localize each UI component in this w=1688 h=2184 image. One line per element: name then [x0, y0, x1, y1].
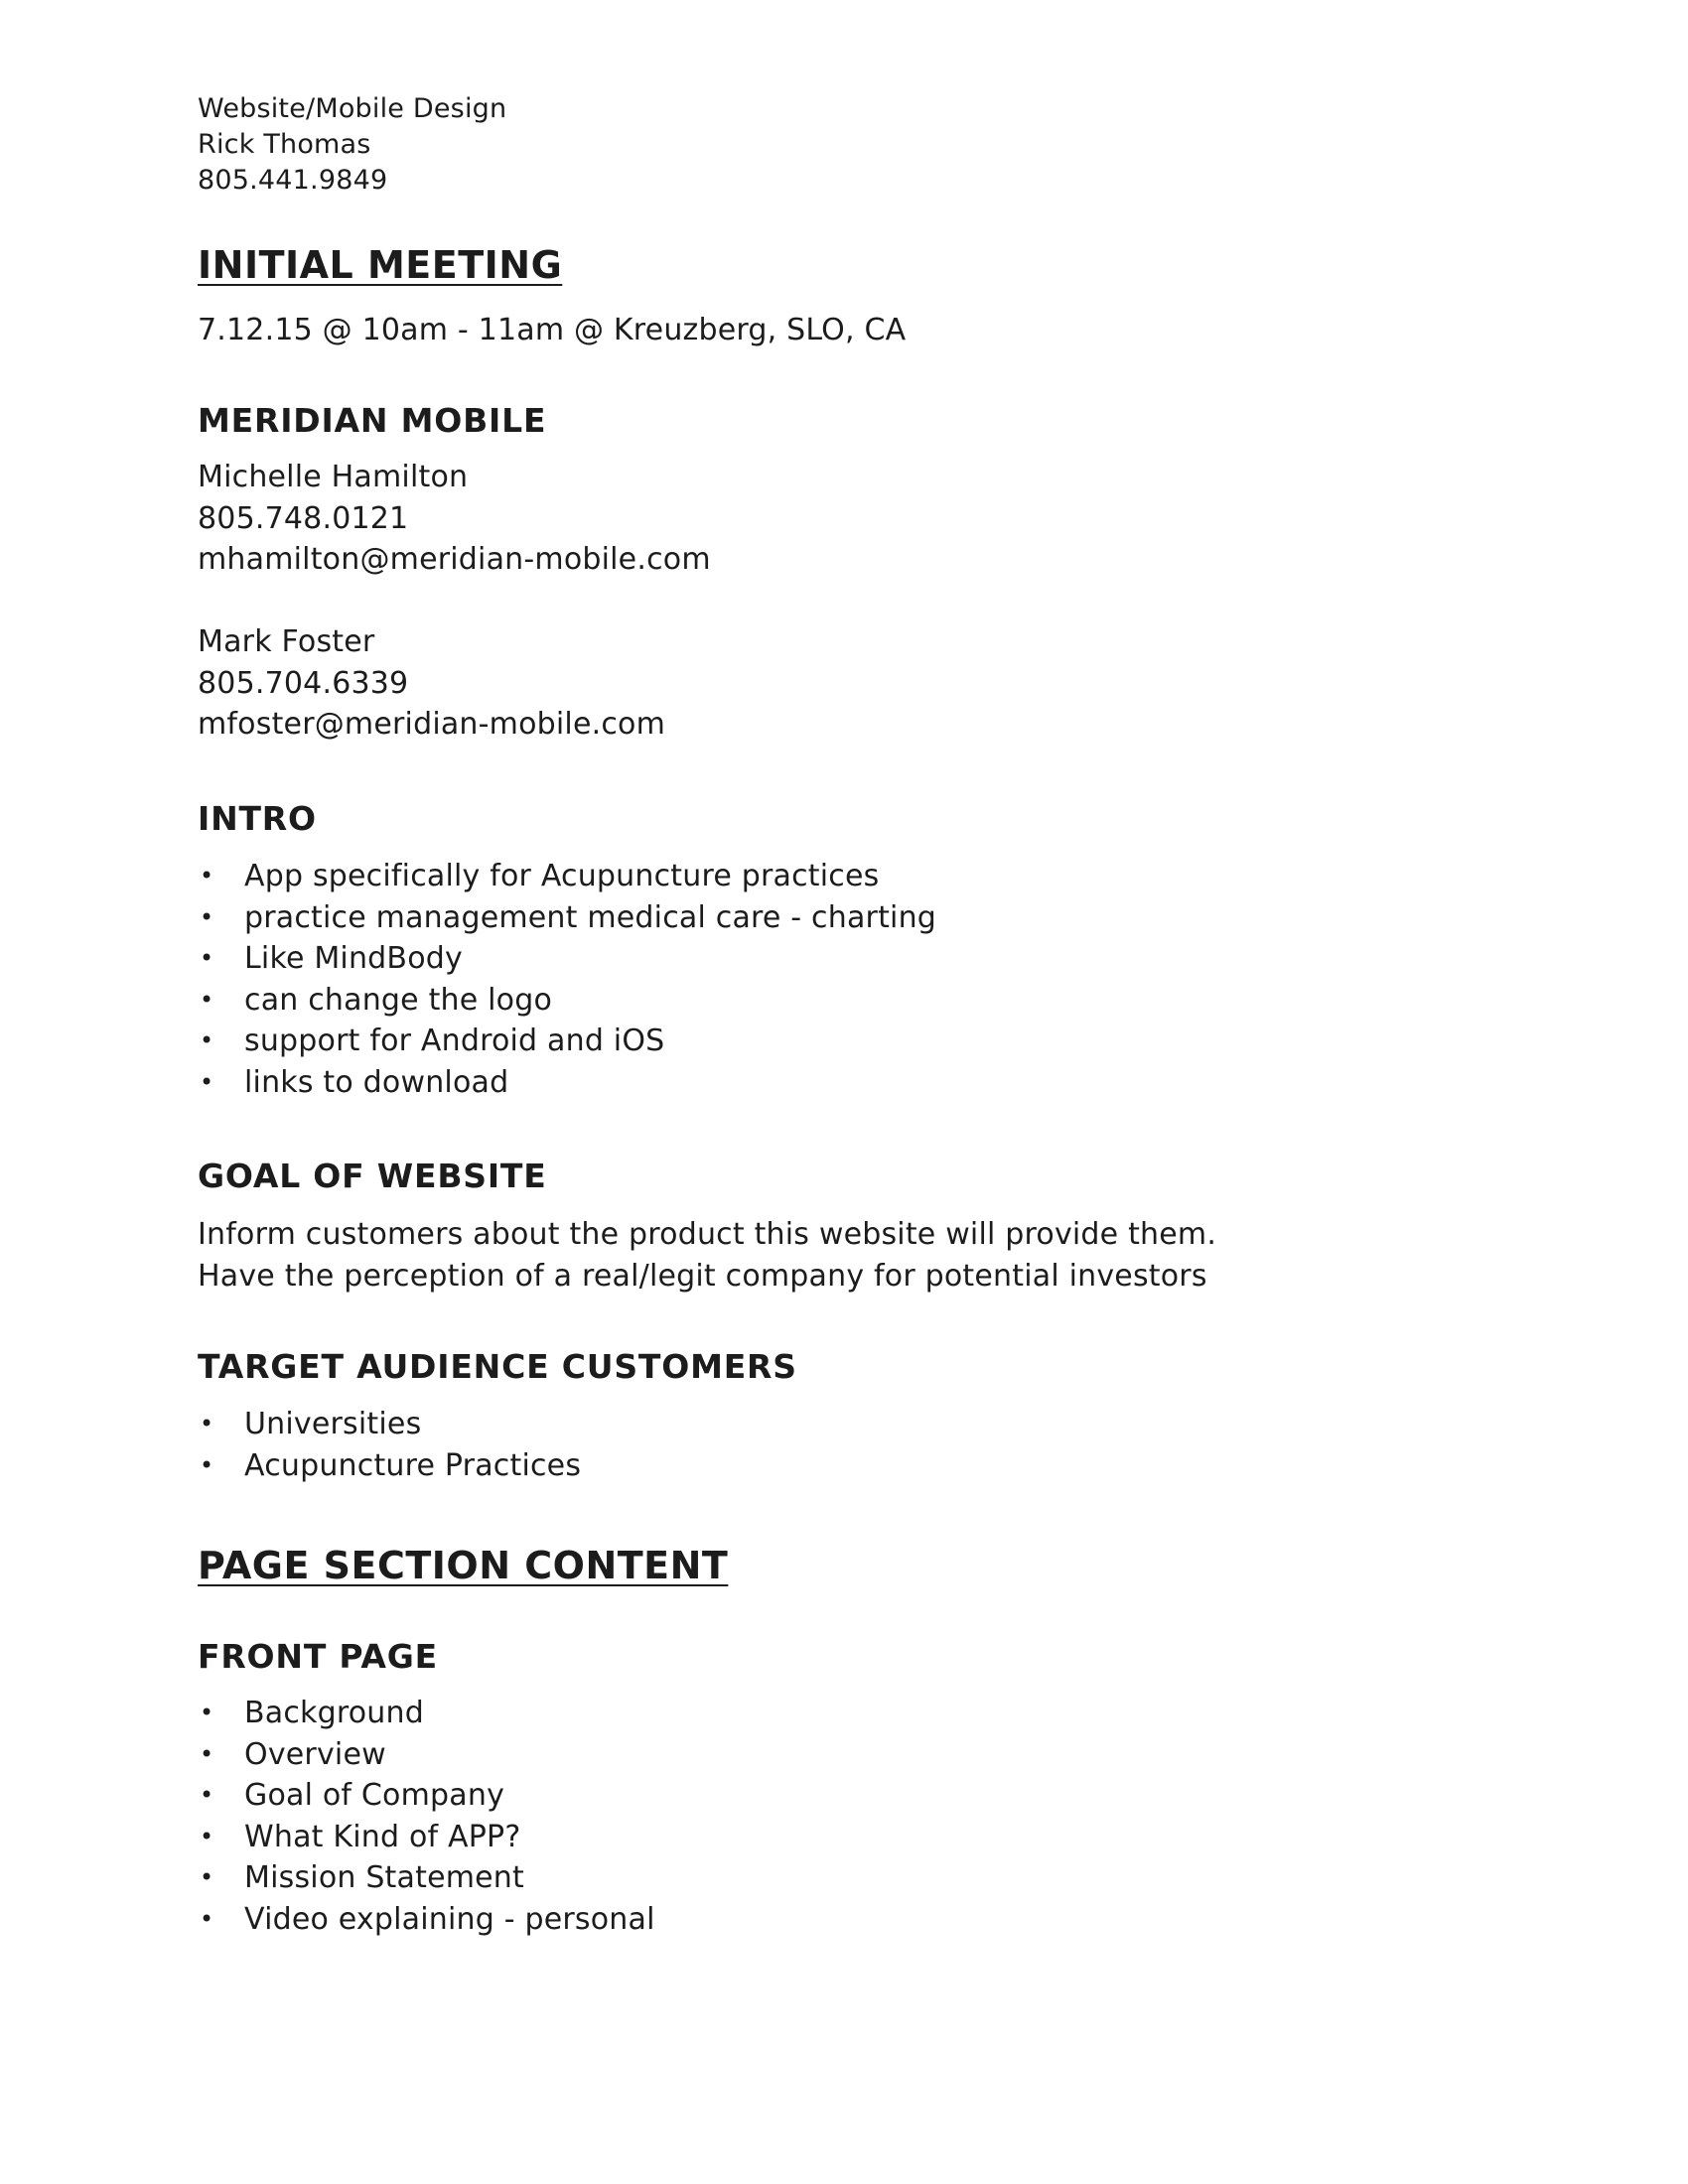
bullet-icon: •	[200, 1822, 214, 1850]
front-page-list	[198, 1693, 1389, 1940]
bullet-icon: •	[200, 1067, 214, 1096]
meeting-details: 7.12.15 @ 10am - 11am @ Kreuzberg, SLO, CA	[198, 313, 907, 347]
bullet-icon: •	[200, 1450, 214, 1479]
list-item: • support for Android and iOS	[198, 1021, 1389, 1062]
bullet-icon: •	[200, 1739, 214, 1768]
list-item: • can change the logo	[198, 980, 1389, 1022]
contact-card	[198, 457, 711, 581]
initial-meeting-heading: INITIAL MEETING	[198, 243, 563, 287]
target-audience-list	[198, 1404, 1389, 1486]
target-audience-heading: TARGET AUDIENCE CUSTOMERS	[198, 1347, 797, 1386]
list-item: • Mission Statement	[198, 1857, 1389, 1899]
list-item: • Background	[198, 1693, 1389, 1734]
contact-card	[198, 621, 665, 746]
bullet-icon: •	[200, 1410, 214, 1437]
list-item: • Acupuncture Practices	[198, 1445, 1389, 1487]
list-item: • Video explaining - personal	[198, 1899, 1389, 1941]
list-item: • Like MindBody	[198, 938, 1389, 980]
goal-of-website-heading: GOAL OF WEBSITE	[198, 1157, 547, 1195]
bullet-icon: •	[200, 1781, 214, 1809]
contact-email: mfoster@meridian-mobile.com	[198, 707, 666, 742]
list-item: • App specifically for Acupuncture practices	[198, 856, 1389, 897]
header-block	[198, 91, 506, 199]
contact-name: Mark Foster	[198, 624, 375, 659]
list-item: • links to download	[198, 1062, 1389, 1104]
list-item: • practice management medical care - charting	[198, 897, 1389, 939]
meridian-mobile-heading: MERIDIAN MOBILE	[198, 401, 547, 440]
bullet-icon: •	[200, 1904, 214, 1933]
author-phone: 805.441.9849	[198, 165, 388, 196]
contact-phone: 805.748.0121	[198, 500, 409, 536]
project-title: Website/Mobile Design	[198, 93, 507, 124]
goal-line: Have the perception of a real/legit company for potential investors	[198, 1258, 1207, 1294]
list-item: • Universities	[198, 1404, 1389, 1445]
bullet-icon: •	[200, 862, 214, 889]
contact-email: mhamilton@meridian-mobile.com	[198, 542, 711, 577]
intro-heading: INTRO	[198, 799, 317, 838]
contact-name: Michelle Hamilton	[198, 460, 469, 494]
page-section-content-heading: PAGE SECTION CONTENT	[198, 1544, 729, 1587]
goal-of-website-text	[198, 1214, 1488, 1297]
bullet-icon: •	[200, 1863, 214, 1891]
list-item: • Overview	[198, 1734, 1389, 1776]
bullet-icon: •	[200, 944, 214, 972]
bullet-icon: •	[200, 1026, 214, 1054]
goal-line: Inform customers about the product this website will provide them.	[198, 1217, 1217, 1252]
list-item: • What Kind of APP?	[198, 1817, 1389, 1858]
bullet-icon: •	[200, 902, 214, 931]
author-name: Rick Thomas	[198, 129, 371, 160]
intro-list	[198, 856, 1389, 1103]
front-page-heading: FRONT PAGE	[198, 1637, 438, 1676]
bullet-icon: •	[200, 1699, 214, 1726]
bullet-icon: •	[200, 985, 214, 1014]
contact-phone: 805.704.6339	[198, 665, 409, 701]
list-item: • Goal of Company	[198, 1775, 1389, 1817]
